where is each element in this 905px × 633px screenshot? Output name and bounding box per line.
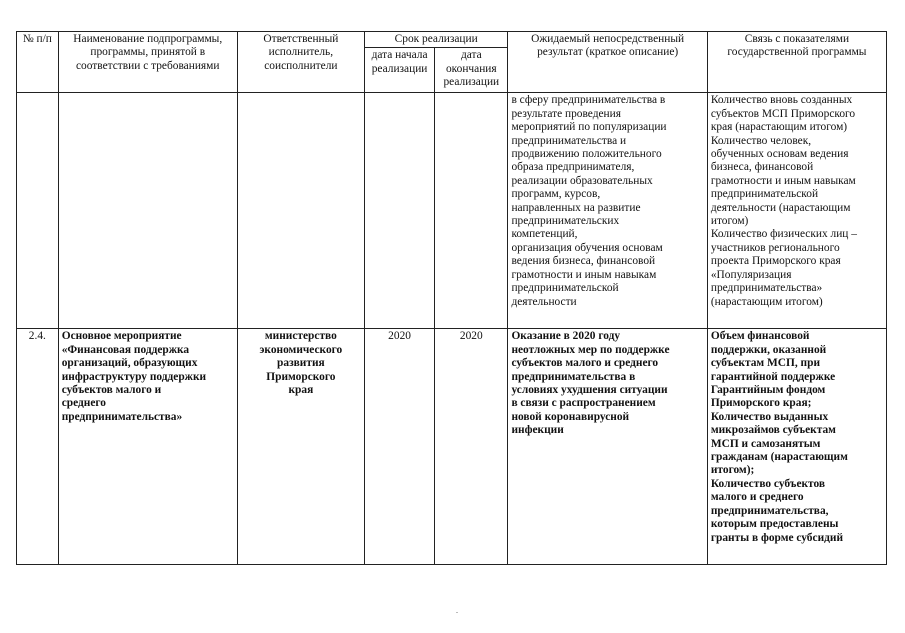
row2-end: 2020 (435, 329, 508, 565)
result-line: новой коронавирусной (511, 410, 630, 423)
link-line: участников регионального (710, 241, 840, 254)
result-line: реализации образовательных (511, 174, 653, 187)
header-period: Срок реализации (364, 32, 507, 48)
link-line: предпринимательства, (710, 504, 829, 517)
header-name: Наименование подпрограммы, программы, принятой в соответствии с требованиями (58, 32, 237, 93)
result-line: инфекции (511, 424, 564, 437)
result-line: предпринимательства в (511, 370, 636, 383)
link-line: Количество человек, (710, 134, 812, 147)
responsible-line: края (288, 384, 314, 397)
name-line: среднего (61, 397, 106, 410)
result-line: предпринимательских (511, 215, 620, 228)
link-line: (нарастающим итогом) (710, 295, 823, 308)
name-line: организаций, образующих (61, 357, 198, 370)
link-line: Количество выданных (710, 410, 829, 423)
row2-start: 2020 (364, 329, 434, 565)
result-line: предпринимательства и (511, 134, 627, 147)
link-line: микрозаймов субъектам (710, 424, 836, 437)
header-num: № п/п (17, 32, 59, 93)
result-line: мероприятий по популяризации (511, 121, 667, 134)
result-line: образа предпринимателя, (511, 161, 635, 174)
result-line: программ, курсов, (511, 188, 601, 201)
responsible-line: экономического (259, 343, 343, 356)
row1-num (17, 93, 59, 329)
result-line: Оказание в 2020 году (511, 330, 621, 343)
row1-responsible (237, 93, 364, 329)
link-line: грамотности и иным навыкам (710, 174, 856, 187)
result-line: продвижению положительного (511, 148, 662, 161)
row1-result (508, 93, 707, 329)
result-line: грамотности и иным навыкам (511, 268, 657, 281)
name-line: предпринимательства» (61, 410, 183, 423)
result-line: компетенций, (511, 228, 578, 241)
result-line: в связи с распространением (511, 397, 656, 410)
link-line: «Популяризация (710, 268, 792, 281)
link-line: Количество субъектов (710, 477, 826, 490)
link-line: итогом) (710, 215, 749, 228)
name-line: «Финансовая поддержка (61, 343, 190, 356)
row2-name (58, 329, 237, 565)
program-table (16, 31, 887, 565)
link-line: Приморского края; (710, 397, 812, 410)
link-line: МСП и самозанятым (710, 437, 821, 450)
result-line: результате проведения (511, 107, 621, 120)
link-line: субъектам МСП, при (710, 357, 821, 370)
result-line: неотложных мер по поддержке (511, 343, 670, 356)
header-link: Связь с показателями государственной программы (707, 32, 886, 93)
link-line: проекта Приморского края (710, 255, 841, 268)
name-line: Основное мероприятие (61, 330, 182, 343)
result-line: направленных на развитие (511, 201, 641, 214)
link-line: деятельности (нарастающим (710, 201, 851, 214)
link-line: Гарантийным фондом (710, 384, 826, 397)
name-line: субъектов малого и (61, 384, 162, 397)
row1-link (707, 93, 886, 329)
link-line: Количество физических лиц – (710, 228, 857, 241)
responsible-line: развития (277, 357, 325, 370)
responsible-line: Приморского (266, 370, 336, 383)
header-result: Ожидаемый непосредственный результат (краткое описание) (508, 32, 707, 93)
link-line: предпринимательской (710, 188, 819, 201)
row2-responsible (237, 329, 364, 565)
table-row (17, 329, 887, 565)
link-line: которым предоставлены (710, 518, 839, 531)
row2-result (508, 329, 707, 565)
link-line: края (нарастающим итогом) (710, 121, 848, 134)
result-line: в сферу предпринимательства в (511, 94, 666, 107)
table-row (17, 93, 887, 329)
row2-link (707, 329, 886, 565)
link-line: гражданам (нарастающим (710, 451, 848, 464)
result-line: предпринимательской (511, 282, 619, 295)
link-line: гранты в форме субсидий (710, 531, 844, 544)
link-line: гарантийной поддержке (710, 370, 836, 383)
link-line: предпринимательства» (710, 282, 823, 295)
row2-num: 2.4. (17, 329, 59, 565)
result-line: деятельности (511, 295, 577, 308)
link-line: обученных основам ведения (710, 148, 849, 161)
row1-end (435, 93, 508, 329)
result-line: организация обучения основам (511, 241, 663, 254)
link-line: итогом); (710, 464, 755, 477)
header-start: дата начала реализации (364, 48, 434, 93)
result-line: условиях ухудшения ситуации (511, 384, 668, 397)
link-line: Объем финансовой (710, 330, 810, 343)
link-line: малого и среднего (710, 491, 804, 504)
link-line: субъектов МСП Приморского (710, 107, 856, 120)
document-page (16, 31, 887, 565)
result-line: ведения бизнеса, финансовой (511, 255, 656, 268)
row1-name (58, 93, 237, 329)
responsible-line: министерство (264, 330, 337, 343)
link-line: Количество вновь созданных (710, 94, 853, 107)
header-responsible: Ответственный исполнитель, соисполнители (237, 32, 364, 93)
row1-start (364, 93, 434, 329)
link-line: поддержки, оказанной (710, 343, 827, 356)
name-line: инфраструктуру поддержки (61, 370, 207, 383)
scan-speck (456, 612, 458, 613)
result-line: субъектов малого и среднего (511, 357, 659, 370)
link-line: бизнеса, финансовой (710, 161, 814, 174)
header-end: дата окончания реализации (435, 48, 508, 93)
